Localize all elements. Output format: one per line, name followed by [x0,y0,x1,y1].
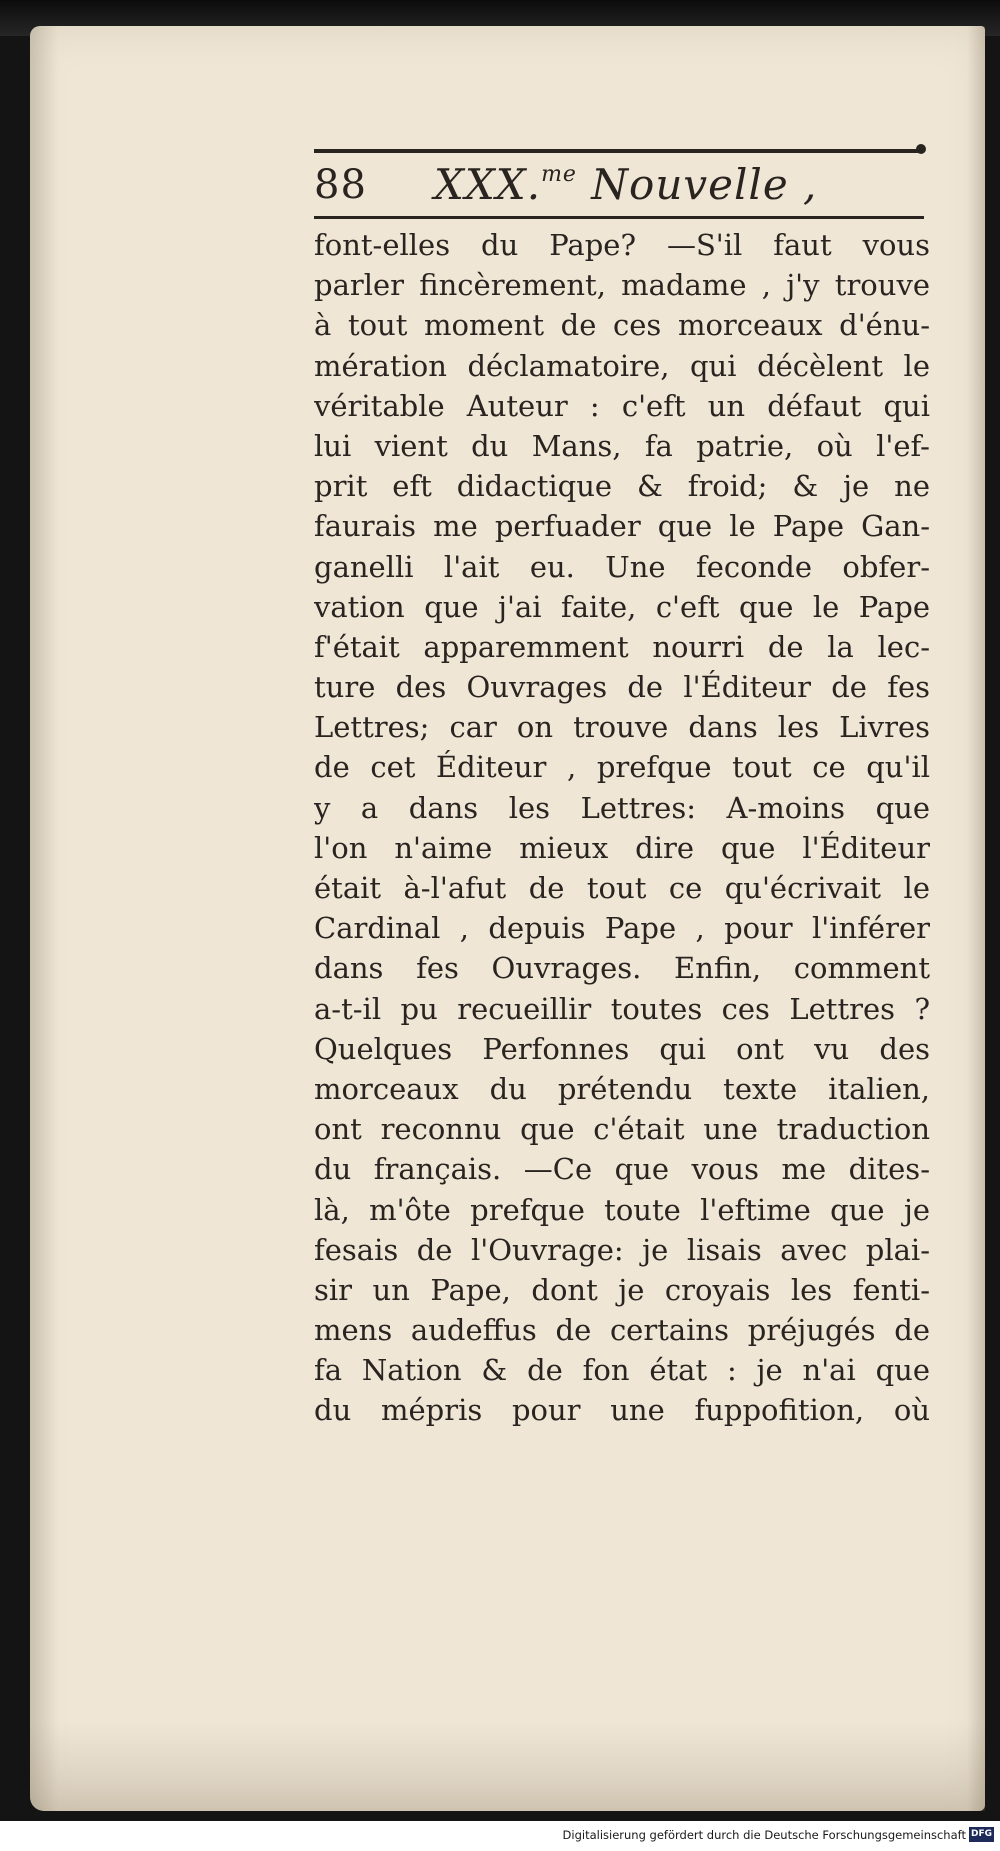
text-line: sir un Pape, dont je croyais les fenti- [314,1272,930,1307]
text-line: Lettres; car on trouve dans les Livres [314,710,930,745]
body-text [314,225,930,1431]
text-line: font-elles du Pape? —S'il faut vous [314,228,930,262]
text-line: ont reconnu que c'était une traduction [314,1112,930,1147]
text-line: vation que j'ai faite, c'eft que le Pape [314,589,930,624]
text-line: ture des Ouvrages de l'Éditeur de fes [314,670,930,705]
text-line: a-t-il pu recueillir toutes ces Lettres ? [314,991,930,1026]
text-line: lui vient du Mans, fa patrie, où l'ef- [314,428,930,463]
page-edge-shadow [967,26,985,1811]
text-line: ganelli l'ait eu. Une feconde obfer- [314,549,930,584]
text-line: fa Nation & de fon état : je n'ai que [314,1353,930,1388]
text-line: était à-l'afut de tout ce qu'écrivait le [314,871,930,905]
running-head [434,160,817,209]
text-line: là, m'ôte prefque toute l'eftime que je [314,1192,930,1227]
text-line: de cet Éditeur , prefque tout ce qu'il [314,750,930,785]
text-line: morceaux du prétendu texte italien, [314,1071,930,1106]
page-bottom-shadow [30,1721,985,1811]
text-line: l'on n'aime mieux dire que l'Éditeur [314,830,930,865]
text-line: parler fincèrement, madame , j'y trouve [314,268,930,303]
page-header [314,160,924,218]
text-line: du mépris pour une fuppofition, où [314,1393,930,1428]
text-line: à tout moment de ces morceaux d'énu- [314,308,930,343]
digitization-footer [0,1821,1000,1851]
text-line: véritable Auteur : c'eft un défaut qui [314,388,930,423]
text-line: f'était apparemment nourri de la lec- [314,629,930,664]
text-line: prit eft didactique & froid; & je ne [314,469,930,504]
text-line: mération déclamatoire, qui décèlent le [314,348,930,383]
text-line: dans fes Ouvrages. Enfin, comment [314,951,930,986]
header-rule-top [314,149,924,153]
dfg-logo-icon: DFG [969,1827,994,1842]
text-line: Quelques Perfonnes qui ont vu des [314,1031,930,1066]
text-line: mens audeffus de certains préjugés de [314,1313,930,1348]
text-line: y a dans les Lettres: A-moins que [314,790,930,825]
header-rule-ornament [916,144,926,154]
text-line: fesais de l'Ouvrage: je lisais avec plai- [314,1232,930,1267]
page-gutter-shadow [30,26,58,1811]
text-line: faurais me perfuader que le Pape Gan- [314,509,930,544]
text-line: du français. —Ce que vous me dites- [314,1152,930,1187]
text-line: Cardinal , depuis Pape , pour l'inférer [314,911,930,946]
running-head-numeral: XXX. [434,160,542,209]
running-head-title: Nouvelle , [576,160,818,209]
running-head-superscript: me [541,162,577,187]
header-rule-bottom [314,216,924,219]
page-number: 88 [314,162,367,208]
funding-credit: Digitalisierung gefördert durch die Deutsche Forschungsgemeinschaft [562,1828,966,1842]
